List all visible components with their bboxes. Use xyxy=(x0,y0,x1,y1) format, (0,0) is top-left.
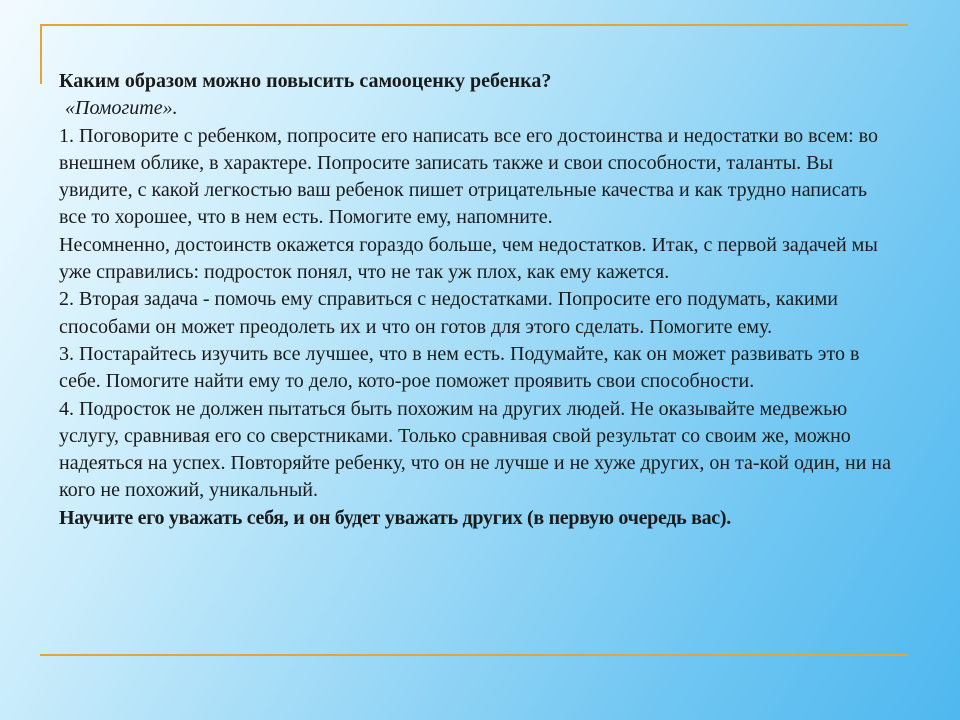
frame-top-line xyxy=(40,24,908,26)
paragraph-conclusion-1: Несомненно, достоинств окажется гораздо больше, чем недостатков. Итак, с первой задачей мы уже справились: подросток понял, что не так уж плох, как ему кажется. xyxy=(59,233,878,284)
paragraph-tip-3: 3. Постарайтесь изучить все лучшее, что в нем есть. Подумайте, как он может развивать это в себе. Помогите найти ему то дело, кото-рое поможет проявить свои способности. xyxy=(59,342,860,393)
slide-title: Каким образом можно повысить самооценку ребенка? xyxy=(59,70,552,92)
slide-subtitle: «Помогите». xyxy=(65,97,178,120)
slide-content xyxy=(59,68,899,532)
paragraph-tip-4: 4. Подросток не должен пытаться быть похожим на других людей. Не оказывайте медвежью услугу, сравнивая его со сверстниками. Только сравнивая свой результат со своим же, можно надеяться на успех. Повторяйте ребенку, что он не лучше и не хуже других, он та-кой один, ни на кого не похожий, уникальный. xyxy=(59,397,891,502)
paragraph-tip-1: 1. Поговорите с ребенком, попросите его написать все его достоинства и недостатки во всем: во внешнем облике, в характере. Попросите записать также и свои способности, таланты. Вы увидите, с какой легкостью ваш ребенок пишет отрицательные качества и как трудно написать все то хорошее, что в нем есть. Помогите ему, напомните. xyxy=(59,124,878,229)
frame-left-line xyxy=(40,24,42,84)
paragraph-tip-2: 2. Вторая задача - помочь ему справиться с недостатками. Попросите его подумать, какими способами он может преодолеть их и что он готов для этого сделать. Помогите ему. xyxy=(59,288,838,338)
final-statement: Научите его уважать себя, и он будет уважать других (в первую очередь вас). xyxy=(59,506,731,529)
frame-bottom-line xyxy=(40,654,908,656)
